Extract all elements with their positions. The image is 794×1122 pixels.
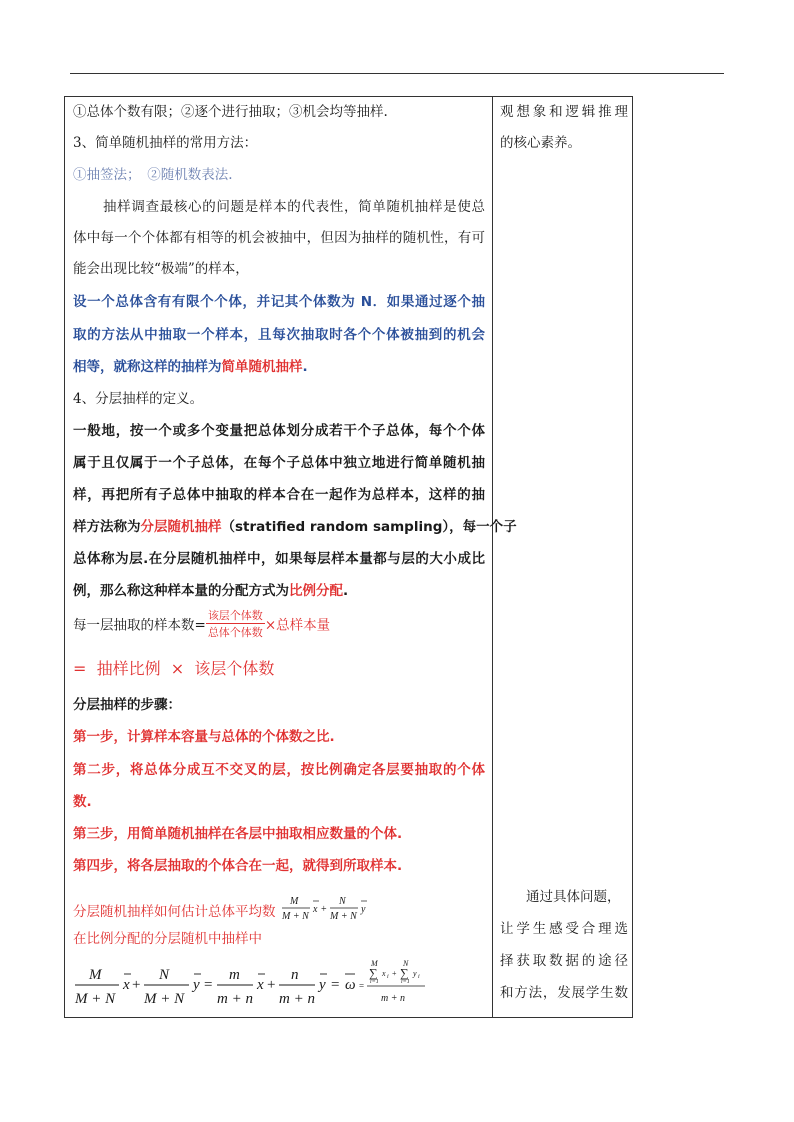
N-numerator: N [159, 967, 170, 983]
fraction-denominator: 总体个体数 [206, 623, 265, 640]
para2-line2: 取的方法从中抽取一个样本，且每次抽取时各个个体被抽到的机会 [73, 327, 485, 343]
sum2-y-sub: i [418, 974, 420, 980]
sum1-x-sub: i [387, 974, 389, 980]
small-M: M [289, 896, 299, 907]
para2-line3 [73, 357, 308, 377]
equals-2: = [331, 977, 340, 993]
para2-text: 相等，就称这样的抽样为 [73, 359, 222, 375]
small-N: N [338, 896, 346, 907]
term-simple-random-sampling: 简单随机抽样 [221, 359, 303, 375]
plus-1: + [132, 977, 141, 993]
sum1-sigma: ∑ [369, 966, 378, 980]
sampling-ratio: 抽样比例 [96, 659, 161, 678]
para3-text-end: 例，那么称这种样本量的分配方式为 [73, 583, 289, 599]
formula-ratio-line [73, 657, 274, 681]
para1-line2: 体中每一个个体都有相等的机会被抽中，但因为抽样的随机性，有可 [73, 230, 485, 246]
x-bar-2: x [257, 977, 264, 993]
para3-line1: 一般地，按一个或多个变量把总体划分成若干个子总体，每个个体 [73, 423, 485, 439]
para3-text: 样方法称为 [73, 519, 141, 535]
plus-2: + [267, 977, 276, 993]
column-divider [492, 97, 493, 1017]
note-line-5: 择获取数据的途径 [500, 953, 628, 969]
note-line-6: 和方法，发展学生数 [500, 985, 628, 1001]
formula-sample-count [73, 607, 330, 640]
para3-period: . [343, 583, 349, 599]
omega-bar: ω [345, 977, 356, 993]
para3-line6 [73, 581, 348, 601]
m-plus-n-den-3: m + n [381, 993, 405, 1004]
estimate-question-text: 分层随机抽样如何估计总体平均数 [73, 904, 276, 920]
sum1-upper: M [371, 959, 378, 968]
fraction-stratum-over-population [206, 607, 265, 640]
times-sign: × [170, 659, 185, 678]
step-1: 第一步，计算样本容量与总体的个体数之比. [73, 729, 335, 745]
small-M-plus-N-1: M + N [281, 911, 309, 922]
para3-line2: 属于且仅属于一个子总体，在每个子总体中独立地进行简单随机抽 [73, 455, 485, 471]
fraction-numerator: 该层个体数 [207, 609, 263, 622]
para3-line3: 样，再把所有子总体中抽取的样本合在一起作为总样本，这样的抽 [73, 487, 485, 503]
y-bar: y [193, 977, 200, 993]
small-plus: + [320, 904, 327, 915]
small-y-bar: y [360, 904, 366, 915]
M-plus-N-den-2: M + N [144, 991, 185, 1007]
note-line-4: 让学生感受合理选 [500, 921, 628, 937]
note-line-2: 的核心素养。 [500, 135, 581, 151]
M-plus-N-den-1: M + N [75, 991, 116, 1007]
weighted-mean-formula [73, 959, 433, 1011]
para2-period: . [302, 359, 308, 375]
y-bar-2: y [319, 977, 326, 993]
small-M-plus-N-2: M + N [329, 911, 357, 922]
para3-english: （stratified random sampling），每一个子 [221, 519, 517, 535]
para3-line4 [73, 517, 517, 537]
sum2-y: y [413, 969, 417, 978]
estimate-question [73, 893, 390, 927]
m-plus-n-den-1: m + n [217, 991, 253, 1007]
para2-line1: 设一个总体含有有限个个体，并记其个体数为 N．如果通过逐个抽 [73, 294, 485, 310]
term-stratified-sampling: 分层随机抽样 [140, 519, 222, 535]
lesson-table [64, 96, 633, 1018]
step-4: 第四步，将各层抽取的个体合在一起，就得到所取样本. [73, 858, 403, 874]
sum2-lower: i=1 [401, 979, 410, 985]
note-line-3: 通过具体问题， [526, 889, 621, 905]
stratum-size: 该层个体数 [194, 659, 275, 678]
header-rule [70, 73, 724, 74]
methods-heading: 3、简单随机抽样的常用方法： [73, 135, 258, 151]
sum-plus: + [392, 969, 397, 978]
sum2-upper: N [403, 959, 409, 968]
equals-sign: = [73, 659, 87, 678]
m-numerator: m [229, 967, 240, 983]
steps-title: 分层抽样的步骤： [73, 697, 181, 713]
m-plus-n-den-2: m + n [279, 991, 315, 1007]
sum1-x: x [382, 969, 386, 978]
sum1-lower: i=1 [370, 979, 379, 985]
M-numerator: M [89, 967, 102, 983]
small-x-bar: x [312, 904, 318, 915]
formula-label: 每一层抽取的样本数= [73, 617, 206, 634]
weighted-mean-formula-small [280, 893, 390, 927]
n-numerator: n [291, 967, 299, 983]
equals-1: = [204, 977, 213, 993]
stratified-heading: 4、分层抽样的定义。 [73, 391, 204, 407]
methods-list: ①抽签法； ②随机数表法. [73, 167, 233, 183]
note-line-1: 观想象和逻辑推理 [500, 104, 628, 120]
term-proportional-allocation: 比例分配 [289, 583, 343, 599]
sum2-sigma: ∑ [400, 966, 409, 980]
equals-3: = [359, 981, 365, 991]
step-3: 第三步，用简单随机抽样在各层中抽取相应数量的个体. [73, 826, 403, 842]
step-2-line2: 数. [73, 794, 92, 810]
proportional-note: 在比例分配的分层随机中抽样中 [73, 931, 262, 947]
para1-line1: 抽样调查最核心的问题是样本的代表性，简单随机抽样是使总 [103, 199, 485, 215]
para3-line5: 总体称为层.在分层随机抽样中，如果每层样本量都与层的大小成比 [73, 551, 485, 567]
x-bar: x [123, 977, 130, 993]
para1-line3: 能会出现比较“极端”的样本， [73, 261, 249, 277]
step-2-line1: 第二步，将总体分成互不交叉的层，按比例确定各层要抽取的个体 [73, 762, 485, 778]
features-line: ①总体个数有限；②逐个进行抽取；③机会均等抽样. [73, 104, 388, 120]
formula-total-sample: ×总样本量 [264, 617, 331, 634]
